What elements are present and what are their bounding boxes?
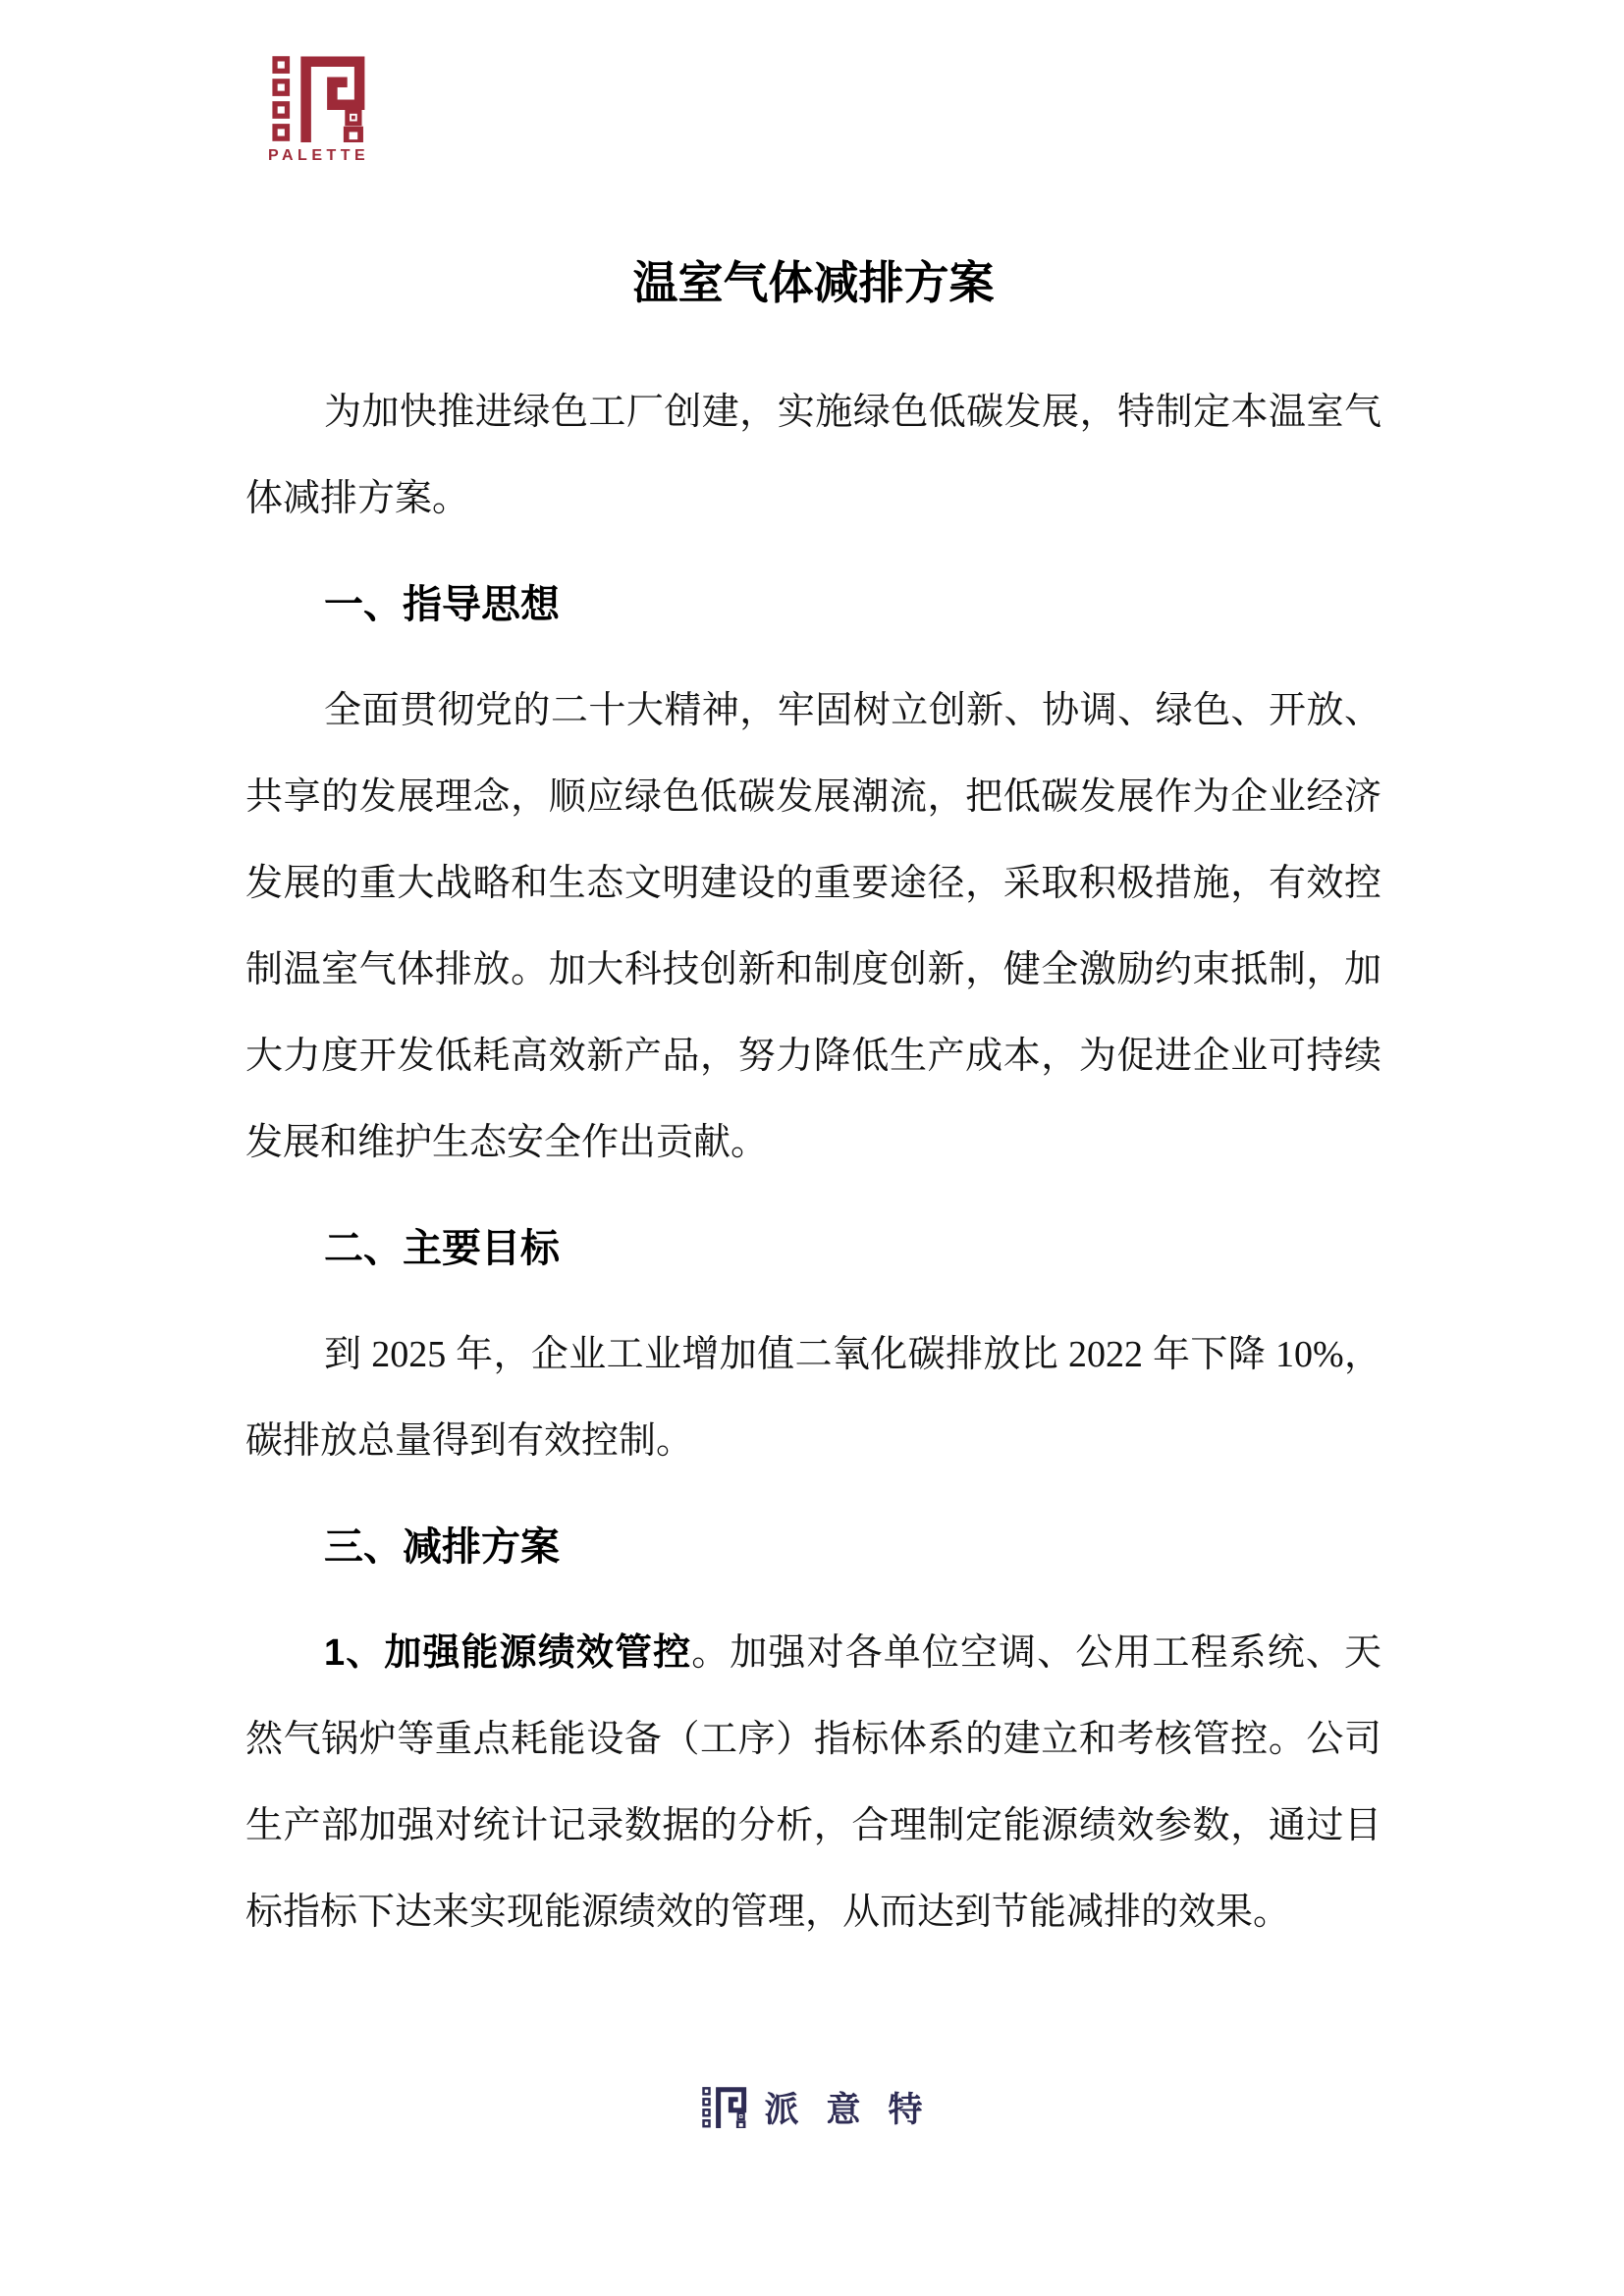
document-content (245, 236, 1381, 1975)
paragraph-line: 全面贯彻党的二十大精神，牢固树立创新、协调、绿色、开放、 (324, 690, 1381, 731)
paragraph-line: 然气锅炉等重点耗能设备（工序）指标体系的建立和考核管控。公司 (245, 1719, 1381, 1760)
footer-logo (0, 2083, 1624, 2132)
document-body (245, 369, 1381, 1955)
document-title: 温室气体减排方案 (632, 257, 995, 308)
paragraph-line: 生产部加强对统计记录数据的分析，合理制定能源绩效参数，通过目 (245, 1805, 1381, 1846)
section-heading: 三、减排方案 (324, 1525, 560, 1569)
paragraph-line: 到 2025 年，企业工业增加值二氧化碳排放比 2022 年下降 10%， (324, 1334, 1381, 1375)
paragraph-line: 大力度开发低耗高效新产品，努力降低生产成本，为促进企业可持续 (245, 1036, 1381, 1077)
paragraph-line: 为加快推进绿色工厂创建，实施绿色低碳发展，特制定本温室气 (324, 392, 1381, 433)
paragraph-line: 标指标下达来实现能源绩效的管理，从而达到节能减排的效果。 (245, 1892, 1291, 1933)
paiyite-logo-icon (701, 2087, 748, 2128)
section-heading: 二、主要目标 (324, 1227, 560, 1270)
paragraph-line: 共享的发展理念，顺应绿色低碳发展潮流，把低碳发展作为企业经济 (245, 776, 1381, 818)
paragraph-line: 碳排放总量得到有效控制。 (245, 1420, 694, 1462)
paragraph-bold-lead: 1、加强能源绩效管控 (324, 1632, 692, 1674)
palette-logo-icon (268, 56, 370, 142)
paiyite-logo-text: 派意特 (764, 2091, 950, 2129)
paragraph-line: 发展的重大战略和生态文明建设的重要途径，采取积极措施，有效控 (245, 863, 1381, 904)
paragraph-line: 1、加强能源绩效管控。加强对各单位空调、公用工程系统、天 (324, 1632, 1381, 1674)
paragraph-line: 体减排方案。 (245, 478, 470, 519)
paragraph (245, 667, 1381, 1186)
section-heading: 一、指导思想 (324, 583, 560, 626)
paragraph (245, 1610, 1381, 1955)
palette-logo-text: PALETTE (268, 147, 370, 164)
paragraph (245, 369, 1381, 542)
paragraph-line: 制温室气体排放。加大科技创新和制度创新，健全激励约束抵制，加 (245, 949, 1381, 990)
header-logo (268, 56, 372, 165)
paragraph (245, 1311, 1381, 1484)
paragraph-line: 发展和维护生态安全作出贡献。 (245, 1122, 769, 1163)
